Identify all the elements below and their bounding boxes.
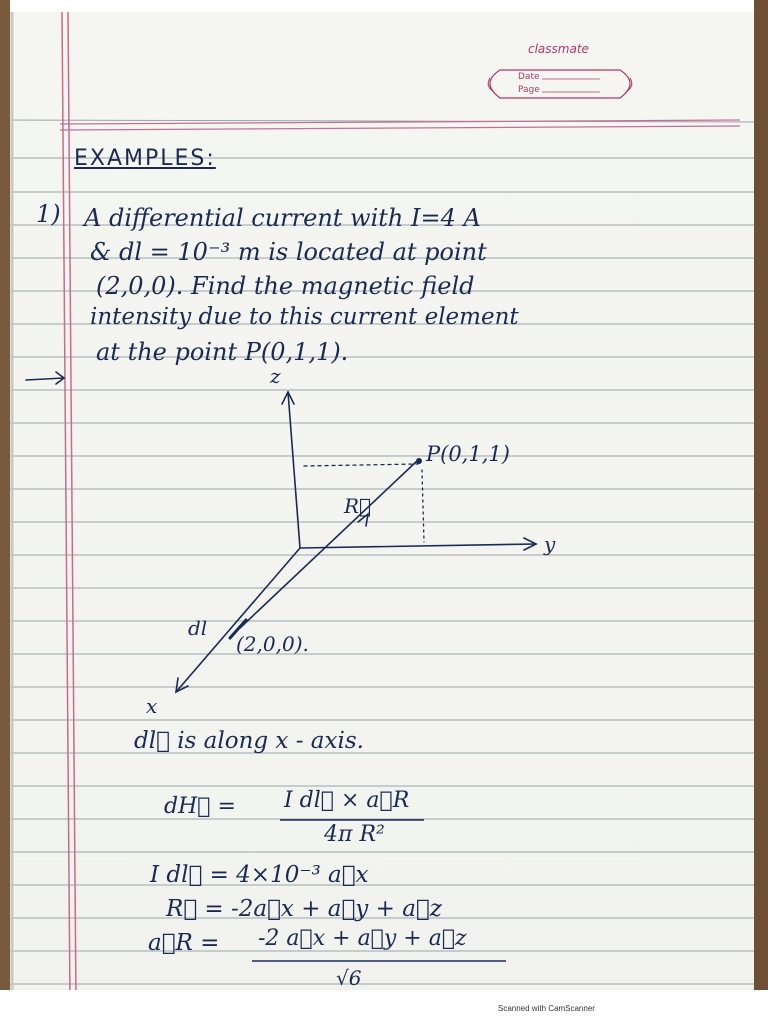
y-axis-label: y [544,532,556,556]
page-label: Page [518,85,540,95]
heading-examples: EXAMPLES: [74,146,216,171]
problem-line-1: A differential current with I=4 A [84,204,481,232]
problem-line-3: (2,0,0). Find the magnetic field [96,272,475,300]
brand-name: classmate [528,42,589,56]
dl-label: dl [188,616,208,640]
table-edge-right [754,0,768,990]
equation-dh-denominator: 4π R² [324,822,385,847]
equation-dl-direction: dl⃗ is along x - axis. [134,728,364,754]
notebook-page [0,12,768,990]
source-point-label: (2,0,0). [236,632,309,656]
z-axis-label: z [270,364,281,388]
date-label: Date [518,72,540,82]
fraction-bar [250,958,510,964]
r-vector-label: R⃗ [344,494,372,518]
equation-dh-lhs: dH⃗ = [164,794,236,819]
problem-line-2: & dl = 10⁻³ m is located at point [90,238,487,266]
scanner-watermark: Scanned with CamScanner [498,1004,595,1013]
equation-dh-numerator: I dl⃗ × a⃗R [284,788,410,813]
problem-line-5: at the point P(0,1,1). [96,338,349,366]
equation-ar-numerator: -2 a⃗x + a⃗y + a⃗z [258,926,467,951]
x-axis-label: x [146,694,158,718]
equation-idl: I dl⃗ = 4×10⁻³ a⃗x [150,862,369,888]
point-p-label: P(0,1,1) [426,442,510,466]
equation-ar-denominator: √6 [336,966,362,990]
problem-number: 1) [36,200,61,228]
equation-r-vector: R⃗ = -2a⃗x + a⃗y + a⃗z [166,896,442,922]
table-edge-left [0,0,10,990]
problem-line-4: intensity due to this current element [90,304,519,330]
equation-ar-lhs: a⃗R = [148,930,220,956]
